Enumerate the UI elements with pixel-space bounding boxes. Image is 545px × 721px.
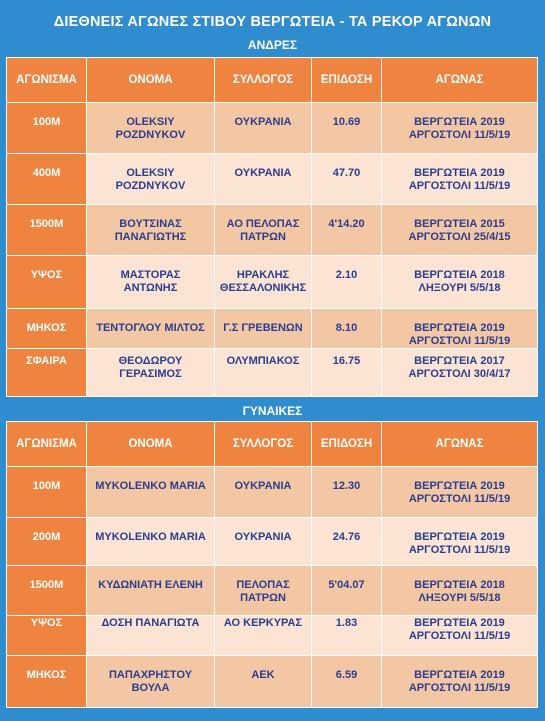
name-line: ΠΑΠΑΧΡΗΣΤΟΥ (108, 669, 193, 681)
club-line: ΑΕΚ (251, 669, 275, 681)
name-line: ΔΟΣΗ ΠΑΝΑΓΙΩΤΑ (101, 617, 200, 629)
table-row (7, 518, 538, 566)
event-cell (7, 616, 87, 656)
event-cell (7, 467, 87, 518)
name-cell (87, 518, 215, 566)
mark-cell (312, 205, 382, 256)
mark-cell (312, 518, 382, 566)
mark-line: 2.10 (335, 269, 358, 281)
club-cell (215, 656, 312, 708)
event-cell (7, 566, 87, 616)
name-line: ΤΕΝΤΟΓΛΟΥ ΜΙΛΤΟΣ (96, 322, 205, 334)
table-row (7, 154, 538, 205)
name-cell (87, 103, 215, 154)
mark-cell (312, 566, 382, 616)
meet-cell (382, 616, 538, 656)
event-line: ΥΨΟΣ (30, 269, 63, 281)
event-line: ΜΗΚΟΣ (26, 322, 67, 334)
name-cell (87, 616, 215, 656)
table-row (7, 467, 538, 518)
meet-line: ΑΡΓΟΣΤΟΛΙ 11/5/19 (408, 180, 511, 192)
club-line: ΟΥΚΡΑΝΙΑ (234, 116, 292, 128)
mark-line: 4'14.20 (328, 218, 365, 230)
mark-cell (312, 349, 382, 397)
men-section-label: ΑΝΔΡΕΣ (247, 38, 298, 52)
mark-cell (312, 256, 382, 309)
meet-line: ΑΡΓΟΣΤΟΛΙ 11/5/19 (408, 630, 511, 642)
mark-line: 16.75 (332, 355, 361, 367)
event-line: 100M (32, 480, 61, 492)
club-cell (215, 256, 312, 309)
mark-line: 5'04.07 (328, 579, 365, 591)
event-line: 400M (32, 167, 61, 179)
col-header-meet: ΑΓΩΝΑΣ (382, 58, 538, 103)
event-cell (7, 154, 87, 205)
name-cell (87, 656, 215, 708)
meet-line: ΒΕΡΓΩΤΕΙΑ 2019 (414, 167, 505, 179)
event-cell (7, 309, 87, 349)
table-row (7, 103, 538, 154)
mark-cell (312, 309, 382, 349)
name-cell (87, 349, 215, 397)
table-row (7, 256, 538, 309)
meet-cell (382, 566, 538, 616)
club-line: ΟΥΚΡΑΝΙΑ (234, 167, 292, 179)
meet-line: ΑΡΓΟΣΤΟΛΙ 25/4/15 (408, 231, 511, 243)
meet-line: ΑΡΓΟΣΤΟΛΙ 11/5/19 (408, 129, 511, 141)
table-row (7, 309, 538, 349)
col-header-name: ΟΝΟΜΑ (87, 422, 215, 467)
name-line: MYKOLENKO MARIA (95, 480, 206, 492)
event-line: 200M (32, 531, 61, 543)
club-line: ΠΕΛΟΠΑΣ (236, 579, 290, 591)
mark-cell (312, 467, 382, 518)
meet-cell (382, 103, 538, 154)
mark-line: 6.59 (335, 669, 358, 681)
event-cell (7, 656, 87, 708)
meet-line: ΒΕΡΓΩΤΕΙΑ 2018 (414, 269, 505, 281)
event-line: ΣΦΑΙΡΑ (26, 355, 67, 367)
col-header-meet: ΑΓΩΝΑΣ (382, 422, 538, 467)
name-line: MYKOLENKO MARIA (95, 531, 206, 543)
event-cell (7, 103, 87, 154)
event-line: 1500M (29, 218, 64, 230)
mark-line: 12.30 (332, 480, 361, 492)
club-line: ΑΟ ΠΕΛΟΠΑΣ (226, 218, 300, 230)
club-line: ΑΟ ΚΕΡΚΥΡΑΣ (223, 617, 303, 629)
name-cell (87, 256, 215, 309)
meet-line: ΒΕΡΓΩΤΕΙΑ 2019 (414, 617, 505, 629)
col-header-event: ΑΓΩΝΙΣΜΑ (7, 58, 87, 103)
meet-line: ΒΕΡΓΩΤΕΙΑ 2019 (414, 480, 505, 492)
name-line: ΘΕΟΔΩΡΟΥ (118, 355, 183, 367)
col-header-name: ΟΝΟΜΑ (87, 58, 215, 103)
name-line: ΜΑΣΤΟΡΑΣ (120, 269, 181, 281)
name-cell (87, 467, 215, 518)
meet-cell (382, 656, 538, 708)
table-row (7, 656, 538, 708)
col-header-club: ΣΥΛΛΟΓΟΣ (215, 58, 312, 103)
club-cell (215, 349, 312, 397)
club-cell (215, 566, 312, 616)
meet-line: ΛΗΞΟΥΡΙ 5/5/18 (418, 282, 501, 294)
event-line: ΜΗΚΟΣ (26, 669, 67, 681)
name-line: ΠΑΝΑΓΙΩΤΗΣ (114, 231, 187, 243)
mark-cell (312, 154, 382, 205)
name-line: OLEKSIY (126, 167, 175, 179)
name-line: POZDNYKOV (115, 180, 186, 192)
club-cell (215, 518, 312, 566)
meet-line: ΒΕΡΓΩΤΕΙΑ 2019 (414, 531, 505, 543)
name-line: ΒΟΥΛΑ (131, 682, 170, 694)
women-section-label: ΓΥΝΑΙΚΕΣ (242, 404, 303, 418)
mark-cell (312, 656, 382, 708)
club-line: ΗΡΑΚΛΗΣ (236, 269, 290, 281)
col-header-mark: ΕΠΙΔΟΣΗ (312, 422, 382, 467)
table-row (7, 205, 538, 256)
club-line: ΟΥΚΡΑΝΙΑ (234, 480, 292, 492)
meet-line: ΑΡΓΟΣΤΟΛΙ 11/5/19 (408, 335, 511, 347)
club-line: Γ.Σ ΓΡΕΒΕΝΩΝ (223, 322, 303, 334)
club-line: ΠΑΤΡΩΝ (240, 231, 286, 243)
club-line: ΠΑΤΡΩΝ (240, 592, 286, 604)
meet-cell (382, 349, 538, 397)
name-line: POZDNYKOV (115, 129, 186, 141)
table-row (7, 616, 538, 656)
meet-cell (382, 309, 538, 349)
event-cell (7, 205, 87, 256)
club-cell (215, 309, 312, 349)
meet-cell (382, 518, 538, 566)
col-header-mark: ΕΠΙΔΟΣΗ (312, 58, 382, 103)
club-line: ΟΛΥΜΠΙΑΚΟΣ (226, 355, 300, 367)
mark-line: 47.70 (332, 167, 361, 179)
meet-line: ΑΡΓΟΣΤΟΛΙ 11/5/19 (408, 493, 511, 505)
name-cell (87, 309, 215, 349)
table-header-row (7, 58, 538, 103)
name-line: ΚΥΔΩΝΙΑΤΗ ΕΛΕΝΗ (98, 579, 203, 591)
name-line: ΒΟΥΤΣΙΝΑΣ (119, 218, 182, 230)
name-line: ΑΝΤΩΝΗΣ (123, 282, 178, 294)
meet-line: ΒΕΡΓΩΤΕΙΑ 2017 (414, 355, 505, 367)
col-header-club: ΣΥΛΛΟΓΟΣ (215, 422, 312, 467)
club-cell (215, 467, 312, 518)
name-line: ΓΕΡΑΣΙΜΟΣ (119, 368, 182, 380)
meet-line: ΛΗΞΟΥΡΙ 5/5/18 (418, 592, 501, 604)
mark-line: 1.83 (335, 617, 358, 629)
mark-line: 10.69 (332, 116, 361, 128)
meet-line: ΑΡΓΟΣΤΟΛΙ 11/5/19 (408, 544, 511, 556)
event-cell (7, 518, 87, 566)
meet-line: ΒΕΡΓΩΤΕΙΑ 2015 (414, 218, 505, 230)
name-cell (87, 154, 215, 205)
meet-line: ΑΡΓΟΣΤΟΛΙ 11/5/19 (408, 682, 511, 694)
page-title: ΔΙΕΘΝΕΙΣ ΑΓΩΝΕΣ ΣΤΙΒΟΥ ΒΕΡΓΩΤΕΙΑ - ΤΑ ΡΕΚΟΡ ΑΓΩΝΩΝ (53, 14, 492, 30)
meet-line: ΒΕΡΓΩΤΕΙΑ 2018 (414, 579, 505, 591)
table-row (7, 349, 538, 397)
meet-cell (382, 205, 538, 256)
event-line: 1500M (29, 579, 64, 591)
meet-line: ΑΡΓΟΣΤΟΛΙ 30/4/17 (408, 368, 511, 380)
meet-cell (382, 256, 538, 309)
meet-cell (382, 154, 538, 205)
meet-line: ΒΕΡΓΩΤΕΙΑ 2019 (414, 116, 505, 128)
club-line: ΟΥΚΡΑΝΙΑ (234, 531, 292, 543)
event-cell (7, 349, 87, 397)
event-line: ΥΨΟΣ (30, 617, 63, 629)
club-cell (215, 103, 312, 154)
name-cell (87, 566, 215, 616)
meet-line: ΒΕΡΓΩΤΕΙΑ 2019 (414, 322, 505, 334)
meet-line: ΒΕΡΓΩΤΕΙΑ 2019 (414, 669, 505, 681)
club-cell (215, 154, 312, 205)
table-header-row (7, 422, 538, 467)
women-records-table (6, 421, 538, 708)
meet-cell (382, 467, 538, 518)
mark-line: 24.76 (332, 531, 361, 543)
mark-cell (312, 616, 382, 656)
club-cell (215, 205, 312, 256)
club-line: ΘΕΣΣΑΛΟΝΙΚΗΣ (219, 282, 307, 294)
name-cell (87, 205, 215, 256)
col-header-event: ΑΓΩΝΙΣΜΑ (7, 422, 87, 467)
event-line: 100M (32, 116, 61, 128)
club-cell (215, 616, 312, 656)
name-line: OLEKSIY (126, 116, 175, 128)
mark-line: 8.10 (335, 322, 358, 334)
event-cell (7, 256, 87, 309)
mark-cell (312, 103, 382, 154)
men-records-table (6, 57, 538, 397)
table-row (7, 566, 538, 616)
